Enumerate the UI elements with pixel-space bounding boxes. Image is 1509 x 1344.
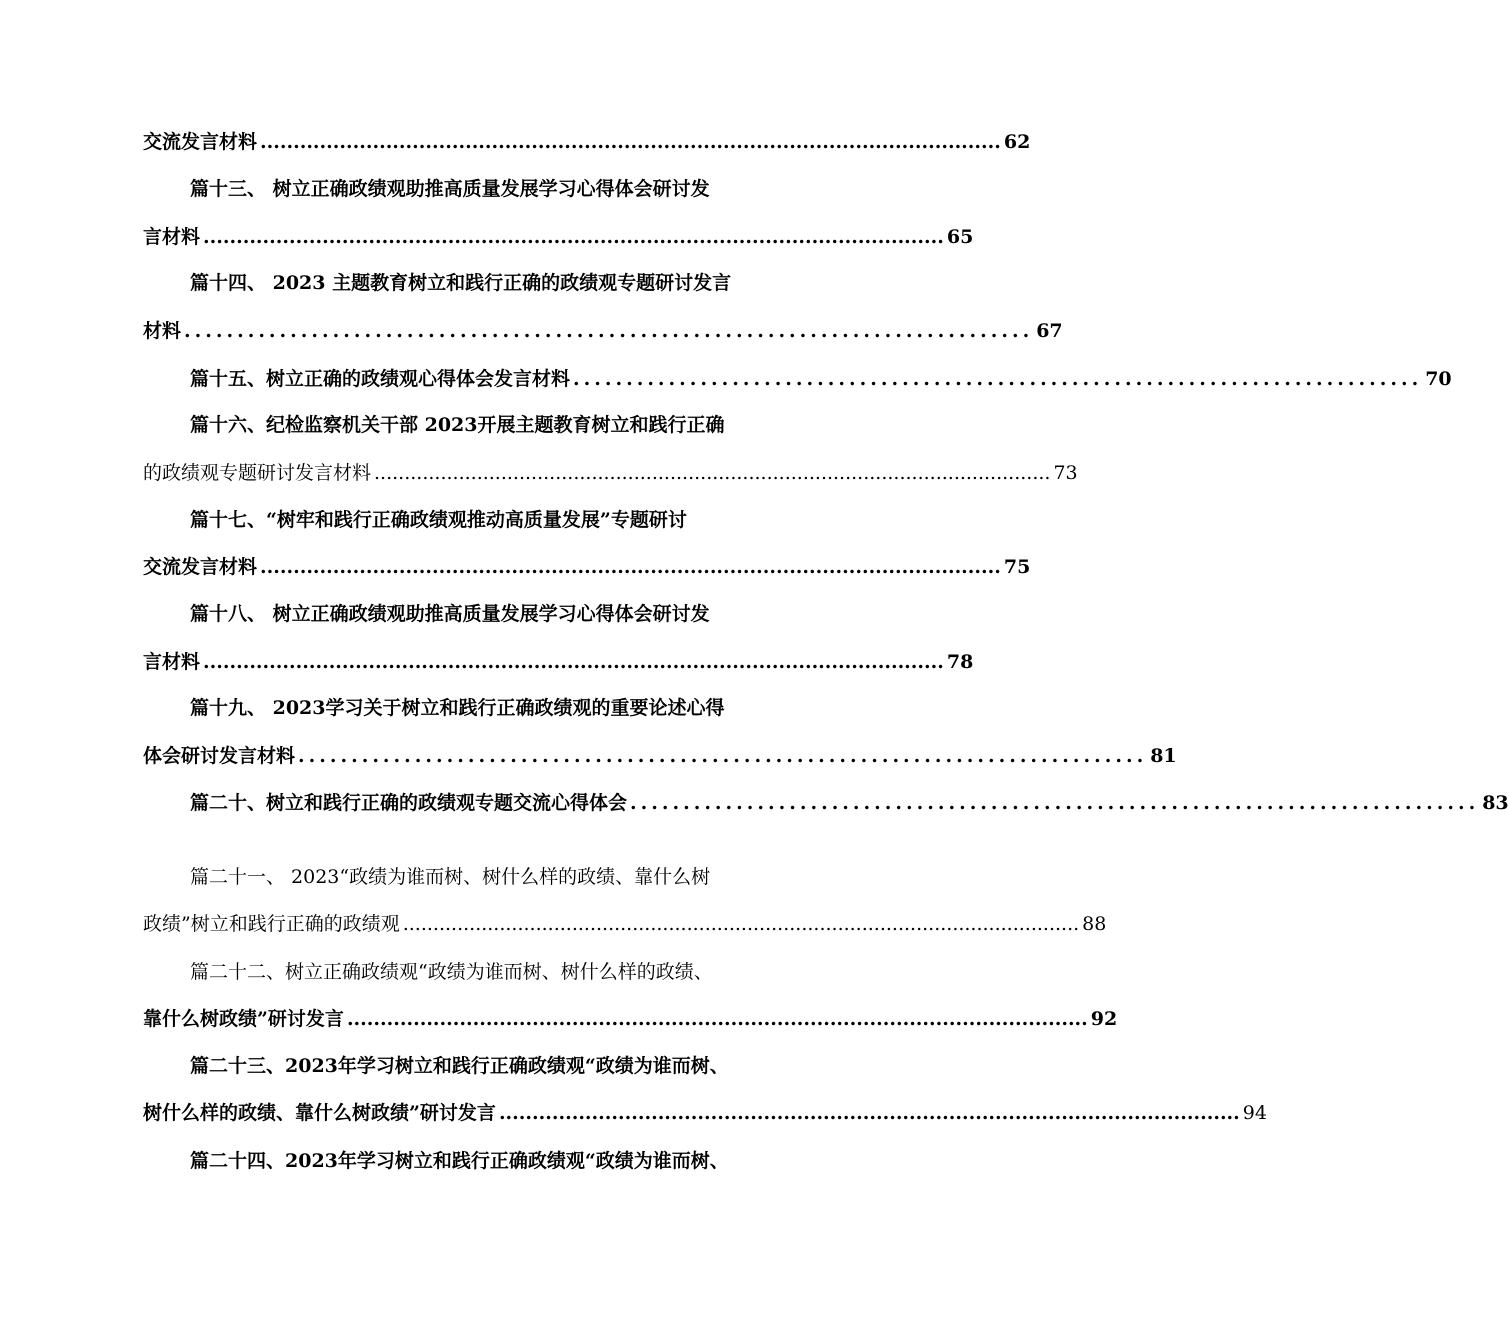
toc-entry-title[interactable]: [143, 1051, 803, 1081]
toc-entry[interactable]: [143, 788, 1509, 818]
toc-page-number: 78: [946, 651, 974, 673]
toc-title: 篇二十三、2023年学习树立和践行正确政绩观“政绩为谁而树、: [190, 1055, 729, 1077]
toc-title: 篇二十二、树立正确政绩观“政绩为谁而树、树什么样的政绩、: [190, 961, 713, 983]
dot-leader: ................................................................................................................: [346, 1008, 1088, 1030]
toc-page-number: 92: [1090, 1008, 1118, 1030]
toc-title: 篇二十、树立和践行正确的政绩观专题交流心得体会: [190, 792, 628, 814]
toc-entry-title[interactable]: [143, 693, 803, 723]
dot-leader: ................................................................................: [573, 368, 1423, 390]
toc-title: 言材料: [143, 226, 201, 248]
toc-title: 篇十六、纪检监察机关干部 2023开展主题教育树立和践行正确: [190, 414, 725, 436]
dot-leader: ................................................................................: [298, 745, 1148, 767]
toc-entry-title[interactable]: [143, 1146, 803, 1176]
toc-title: 篇十四、 2023 主题教育树立和践行正确的政绩观专题研讨发言: [190, 272, 732, 294]
toc-page-number: 67: [1036, 320, 1063, 342]
dot-leader: ................................................................................................................: [260, 131, 1001, 153]
dot-leader: ................................................................................................................: [498, 1102, 1240, 1124]
toc-entry-title[interactable]: [143, 599, 803, 629]
toc-entry[interactable]: [143, 1004, 1118, 1034]
toc-page-number: 88: [1082, 913, 1107, 935]
toc-entry[interactable]: [143, 647, 974, 677]
toc-entry[interactable]: [143, 458, 1078, 488]
toc-title: 篇二十四、2023年学习树立和践行正确政绩观“政绩为谁而树、: [190, 1150, 729, 1172]
toc-title: 材料: [143, 320, 182, 342]
toc-title: 篇十七、“树牢和践行正确政绩观推动高质量发展”专题研讨: [190, 509, 687, 531]
toc-entry[interactable]: [143, 364, 1452, 394]
toc-title: 篇十九、 2023学习关于树立和践行正确政绩观的重要论述心得: [190, 697, 725, 719]
toc-title: 交流发言材料: [143, 131, 258, 153]
toc-page-number: 81: [1150, 745, 1177, 767]
toc-entry[interactable]: [143, 1098, 1267, 1128]
toc-page-number: 70: [1425, 368, 1452, 390]
toc-page-number: 75: [1003, 556, 1031, 578]
toc-page-number: 62: [1003, 131, 1031, 153]
toc-title: 言材料: [143, 651, 201, 673]
dot-leader: ................................................................................................................: [374, 462, 1051, 484]
toc-page-number: 83: [1482, 792, 1509, 814]
toc-title: 篇二十一、 2023“政绩为谁而树、树什么样的政绩、靠什么树: [190, 866, 711, 888]
toc-entry[interactable]: [143, 127, 1031, 157]
toc-entry-title[interactable]: [143, 957, 803, 987]
toc-entry[interactable]: [143, 222, 974, 252]
toc-title: 的政绩观专题研讨发言材料: [143, 462, 372, 484]
toc-page-number: 94: [1242, 1102, 1267, 1124]
toc-entry[interactable]: [143, 909, 1107, 939]
dot-leader: ................................................................................................................: [402, 913, 1080, 935]
toc-entry[interactable]: [143, 552, 1031, 582]
toc-title: 树什么样的政绩、靠什么树政绩”研讨发言: [143, 1102, 496, 1124]
toc-entry-title[interactable]: [143, 174, 803, 204]
toc-title: 体会研讨发言材料: [143, 745, 296, 767]
toc-title: 靠什么树政绩”研讨发言: [143, 1008, 344, 1030]
dot-leader: ................................................................................................................: [203, 651, 944, 673]
toc-entry-title[interactable]: [143, 268, 803, 298]
dot-leader: ................................................................................: [184, 320, 1034, 342]
toc-title: 篇十五、树立正确的政绩观心得体会发言材料: [190, 368, 571, 390]
toc-title: 交流发言材料: [143, 556, 258, 578]
toc-title: 政绩”树立和践行正确的政绩观: [143, 913, 400, 935]
toc-page-number: 65: [946, 226, 974, 248]
toc-entry[interactable]: [143, 316, 1063, 346]
toc-title: 篇十三、 树立正确政绩观助推高质量发展学习心得体会研讨发: [190, 178, 710, 200]
dot-leader: ................................................................................................................: [203, 226, 944, 248]
dot-leader: ................................................................................: [630, 792, 1480, 814]
toc-entry-title[interactable]: [143, 862, 803, 892]
toc-entry-title[interactable]: [143, 410, 803, 440]
toc-entry-title[interactable]: [143, 505, 803, 535]
toc-page-number: 73: [1053, 462, 1078, 484]
toc-entry[interactable]: [143, 741, 1177, 771]
dot-leader: ................................................................................................................: [260, 556, 1001, 578]
toc-title: 篇十八、 树立正确政绩观助推高质量发展学习心得体会研讨发: [190, 603, 710, 625]
